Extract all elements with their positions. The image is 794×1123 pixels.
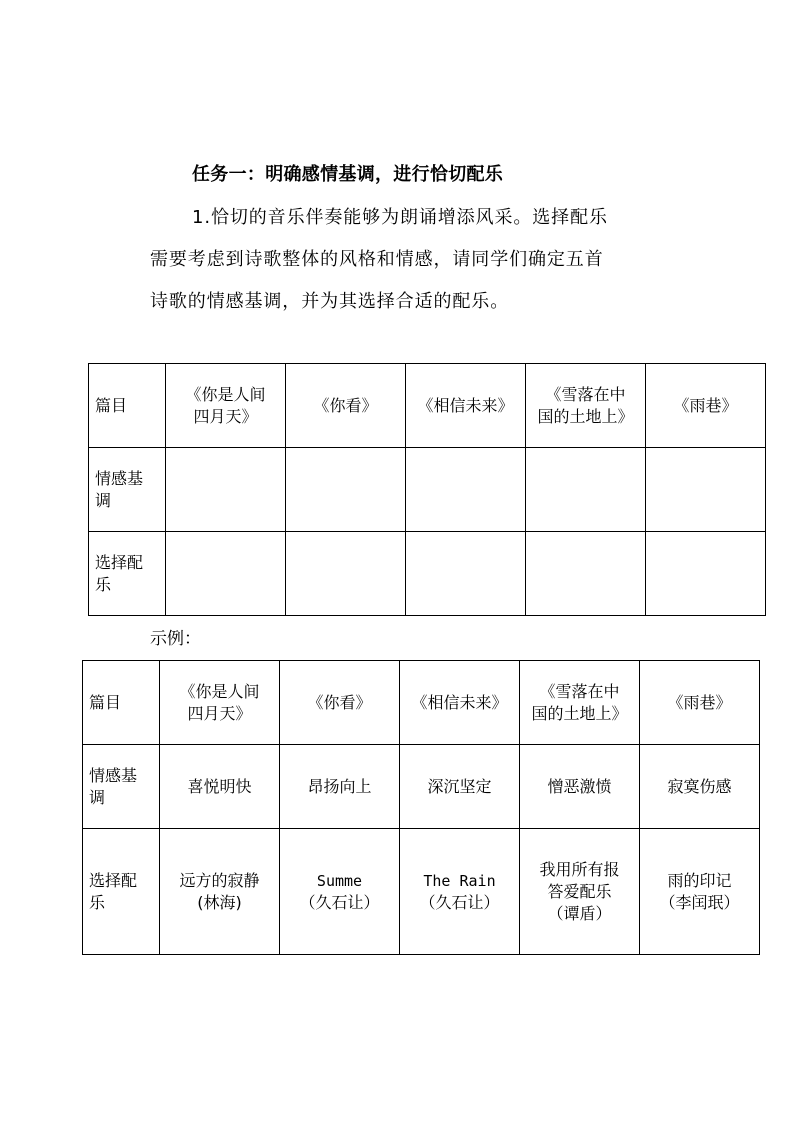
- blank-emotion-cell[interactable]: [406, 448, 526, 532]
- table-row: [83, 829, 760, 955]
- music-cell: 我用所有报 答爱配乐 （谭盾）: [520, 829, 640, 955]
- table-row: [83, 745, 760, 829]
- paragraph-line-2: 需要考虑到诗歌整体的风格和情感，请同学们确定五首: [150, 249, 604, 270]
- row-header-emotion: 情感基 调: [89, 448, 166, 532]
- poem-title-cell: 《相信未来》: [400, 661, 520, 745]
- blank-emotion-cell[interactable]: [526, 448, 646, 532]
- poem-title-cell: 《你看》: [280, 661, 400, 745]
- row-header-title: 篇目: [83, 661, 160, 745]
- poem-title-cell: 《你是人间 四月天》: [160, 661, 280, 745]
- music-cell: 远方的寂静 (林海): [160, 829, 280, 955]
- emotion-cell: 深沉坚定: [400, 745, 520, 829]
- poem-title-cell: 《相信未来》: [406, 364, 526, 448]
- poem-title-cell: 《雨巷》: [640, 661, 760, 745]
- row-header-music: 选择配 乐: [83, 829, 160, 955]
- example-label: 示例：: [150, 629, 201, 649]
- music-cell: The Rain （久石让）: [400, 829, 520, 955]
- blank-music-cell[interactable]: [406, 532, 526, 616]
- emotion-cell: 昂扬向上: [280, 745, 400, 829]
- example-table: [82, 660, 760, 955]
- poem-title-cell: 《雨巷》: [646, 364, 766, 448]
- paragraph-line-3: 诗歌的情感基调，并为其选择合适的配乐。: [150, 291, 510, 312]
- blank-emotion-cell[interactable]: [646, 448, 766, 532]
- blank-music-cell[interactable]: [526, 532, 646, 616]
- blank-music-cell[interactable]: [646, 532, 766, 616]
- row-header-title: 篇目: [89, 364, 166, 448]
- poem-title-cell: 《雪落在中 国的土地上》: [526, 364, 646, 448]
- emotion-cell: 憎恶激愤: [520, 745, 640, 829]
- poem-title-cell: 《你是人间 四月天》: [166, 364, 286, 448]
- table-row: [89, 364, 766, 448]
- table-row: [89, 532, 766, 616]
- row-header-emotion: 情感基 调: [83, 745, 160, 829]
- blank-music-cell[interactable]: [166, 532, 286, 616]
- paragraph-line-1: 1.恰切的音乐伴奏能够为朗诵增添风采。选择配乐: [192, 207, 608, 228]
- blank-emotion-cell[interactable]: [166, 448, 286, 532]
- music-cell: Summe （久石让）: [280, 829, 400, 955]
- blank-emotion-cell[interactable]: [286, 448, 406, 532]
- emotion-cell: 喜悦明快: [160, 745, 280, 829]
- task-heading: 任务一：明确感情基调，进行恰切配乐: [192, 164, 504, 185]
- emotion-cell: 寂寞伤感: [640, 745, 760, 829]
- table-row: [83, 661, 760, 745]
- music-cell: 雨的印记 （李闰珉）: [640, 829, 760, 955]
- table-row: [89, 448, 766, 532]
- poem-title-cell: 《雪落在中 国的土地上》: [520, 661, 640, 745]
- blank-music-cell[interactable]: [286, 532, 406, 616]
- poem-title-cell: 《你看》: [286, 364, 406, 448]
- blank-worksheet-table: [88, 363, 766, 616]
- row-header-music: 选择配 乐: [89, 532, 166, 616]
